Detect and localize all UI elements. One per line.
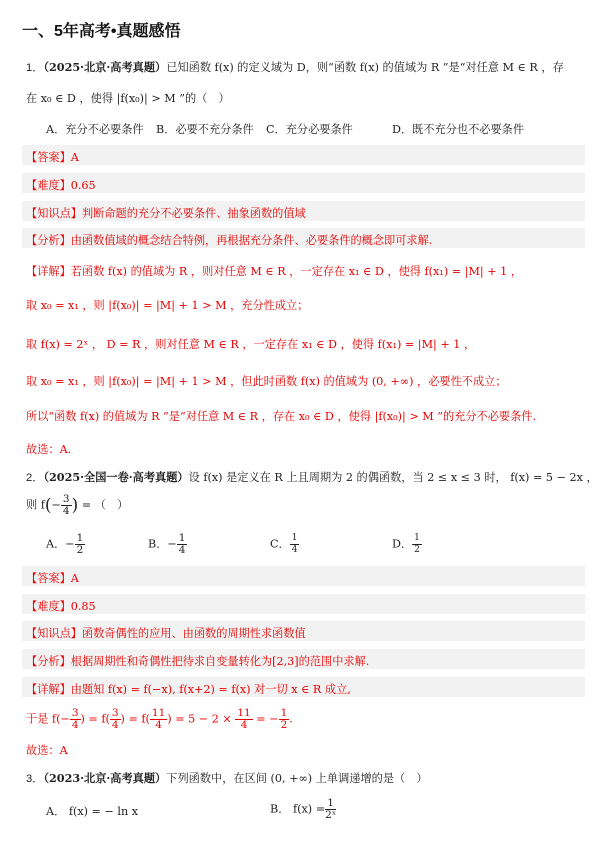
- stem-prefix: 则 f: [26, 498, 45, 512]
- denominator: 4: [62, 505, 70, 517]
- question-stem: 设 f(x) 是定义在 R 上且周期为 2 的偶函数，当 2 ≤ x ≤ 3 时， f(x) = 5 − 2x ，: [188, 471, 598, 484]
- question-stem: 下列函数中，在区间 (0, +∞) 上单调递增的是（ ）: [166, 772, 428, 785]
- option-d: D．既不充分也不必要条件: [392, 123, 525, 136]
- option-b: B．必要不充分条件: [156, 123, 254, 136]
- option-a: A． f(x) = − ln x: [46, 805, 139, 818]
- difficulty-band: [22, 173, 585, 193]
- conclusion: 故选：A.: [26, 443, 72, 456]
- denominator: 4: [155, 719, 162, 731]
- numerator: 3: [111, 707, 119, 719]
- knowledge-point: 【知识点】判断命题的充分不必要条件、抽象函数的值域: [26, 207, 306, 220]
- detail-line: [26, 708, 293, 731]
- fraction: [325, 798, 336, 821]
- text: ) = f(: [80, 712, 110, 726]
- left-paren: (: [44, 495, 52, 516]
- denominator: 2: [414, 545, 420, 555]
- analysis: 【分析】由函数值域的概念结合特例，再根据充分条件、必要条件的概念即可求解.: [26, 234, 433, 247]
- text: = −: [252, 712, 279, 726]
- numerator: 3: [62, 493, 70, 505]
- difficulty: 【难度】0.85: [26, 600, 96, 613]
- numerator: 1: [76, 532, 84, 544]
- fraction: [290, 533, 300, 556]
- answer: 【答案】A: [26, 151, 79, 164]
- knowledge-point: 【知识点】函数奇偶性的应用、由函数的周期性求函数值: [26, 627, 306, 640]
- text: ) = f(: [120, 712, 150, 726]
- option-label: A．: [46, 537, 66, 551]
- question-number: 1．: [26, 62, 44, 74]
- question-number: 2．: [26, 472, 44, 484]
- fraction: [75, 533, 86, 556]
- denominator: 4: [111, 719, 119, 731]
- answer-band: [22, 566, 585, 586]
- option-a: [46, 533, 85, 556]
- fraction: [110, 708, 121, 731]
- question-source: （2023·北京·高考真题）: [43, 771, 167, 785]
- question-1-line-1: [26, 59, 564, 75]
- denominator: 4: [71, 719, 79, 731]
- option-label: C．: [270, 537, 290, 551]
- fraction: [70, 708, 81, 731]
- analysis: 【分析】根据周期性和奇偶性把待求自变量转化为[2,3]的范围中求解.: [26, 655, 370, 668]
- question-2-line-2: [26, 494, 128, 517]
- question-number: 3．: [26, 773, 44, 785]
- fraction: [412, 533, 422, 556]
- answer: 【答案】A: [26, 572, 79, 585]
- numerator: 11: [151, 707, 166, 719]
- option-c: [270, 533, 299, 556]
- denominator: 4: [240, 719, 248, 731]
- option-c: C．充分必要条件: [266, 123, 353, 136]
- detail-line: 【详解】由题知 f(x) = f(−x), f(x+2) = f(x) 对一切 x ∈ R 成立,: [26, 683, 351, 696]
- numerator: 1: [291, 533, 298, 543]
- option-b: [148, 533, 187, 556]
- section-title: 一、5年高考•真题感悟: [22, 23, 181, 40]
- difficulty-band: [22, 594, 585, 614]
- text: .: [289, 712, 293, 726]
- detail-line: 取 x₀ = x₁ ，则 |f(x₀)| = |M| + 1 > M ，充分性成立；: [26, 299, 309, 312]
- conclusion: 故选：A: [26, 744, 68, 757]
- numerator: 1: [414, 533, 420, 543]
- question-2-line-1: [26, 469, 598, 485]
- sign: −: [65, 537, 75, 551]
- denominator: 2: [280, 719, 288, 731]
- detail-line: 所以“函数 f(x) 的值域为 R ”是“对任意 M ∈ R ，存在 x₀ ∈ D ，使得 |f(x₀)| > M ”的充分不必要条件.: [26, 410, 537, 423]
- difficulty: 【难度】0.65: [26, 179, 96, 192]
- denominator: 2ˣ: [325, 809, 337, 821]
- option-label: B．: [148, 537, 168, 551]
- text: ) = 5 − 2 ×: [167, 712, 236, 726]
- answer-band: [22, 145, 585, 165]
- detail-line: 取 x₀ = x₁ ，则 |f(x₀)| = |M| + 1 > M ，但此时函数 f(x) 的值域为 (0, +∞) ，必要性不成立；: [26, 375, 507, 388]
- fraction: [61, 494, 72, 517]
- question-stem: 已知函数 f(x) 的定义域为 D，则“函数 f(x) 的值域为 R ”是“对任意 M ∈ R ，存: [166, 61, 564, 74]
- option-a: A．充分不必要条件: [46, 123, 144, 136]
- detail-line: 【详解】若函数 f(x) 的值域为 R ，则对任意 M ∈ R ，一定存在 x₁ ∈ D ，使得 f(x₁) = |M| + 1 ，: [26, 265, 523, 278]
- fraction: [150, 708, 167, 731]
- sign: −: [167, 537, 177, 551]
- numerator: 1: [280, 707, 288, 719]
- numerator: 11: [237, 707, 251, 719]
- fraction: [235, 708, 252, 731]
- option-label: D．: [392, 537, 413, 551]
- text: 于是 f(−: [26, 712, 70, 726]
- numerator: 3: [71, 707, 79, 719]
- denominator: 2: [76, 544, 84, 556]
- question-3-line-1: [26, 770, 428, 786]
- numerator: 1: [178, 532, 186, 544]
- fraction: [177, 533, 188, 556]
- right-paren: ): [71, 495, 79, 516]
- question-source: （2025·全国一卷·高考真题）: [43, 470, 189, 484]
- option-d: [392, 533, 422, 556]
- stem-suffix: = （ ）: [78, 498, 129, 512]
- sign: −: [51, 498, 61, 512]
- question-1-line-2: 在 x₀ ∈ D ，使得 |f(x₀)| > M ”的（ ）: [26, 92, 230, 105]
- question-source: （2025·北京·高考真题）: [43, 60, 167, 74]
- option-b: [270, 798, 336, 821]
- detail-line: 取 f(x) = 2ˣ ， D = R ，则对任意 M ∈ R ，一定存在 x₁ ∈ D ，使得 f(x₁) = |M| + 1 ，: [26, 338, 476, 351]
- denominator: 4: [291, 545, 298, 555]
- denominator: 4: [178, 544, 186, 556]
- fraction: [279, 708, 290, 731]
- option-label: B． f(x) =: [270, 802, 326, 816]
- numerator: 1: [325, 798, 336, 810]
